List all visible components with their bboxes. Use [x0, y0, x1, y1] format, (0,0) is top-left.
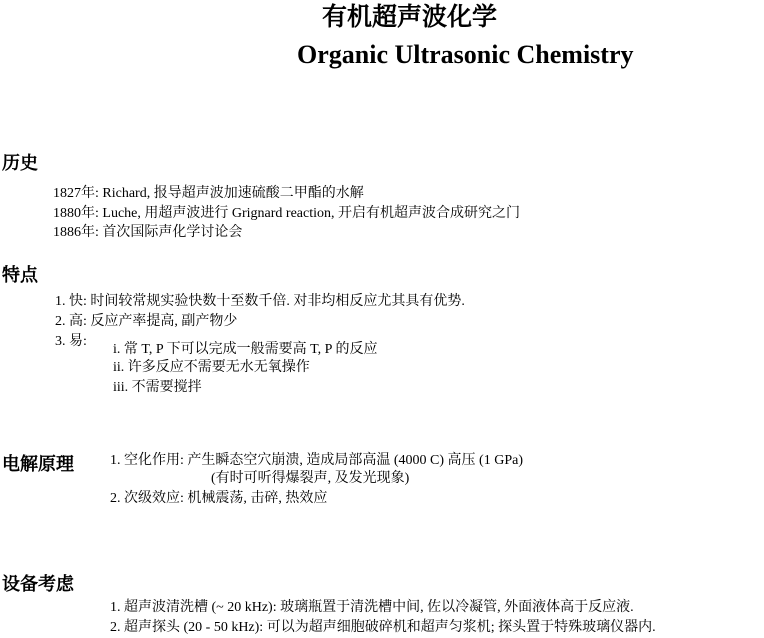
equipment-item-bath: 1. 超声波清洗槽 (~ 20 kHz): 玻璃瓶置于清洗槽中间, 佐以冷凝管, 外面液体高于反应液. — [110, 600, 634, 615]
feature-item-fast: 1. 快: 时间较常规实验快数十至数千倍. 对非均相反应尤其具有优势. — [55, 294, 465, 309]
features-heading: 特点 — [2, 265, 38, 286]
principle-item-cavitation: 1. 空化作用: 产生瞬态空穴崩溃, 造成局部高温 (4000 C) 高压 (1 GPa) — [110, 453, 523, 468]
equipment-item-probe: 2. 超声探头 (20 - 50 kHz): 可以为超声细胞破碎机和超声匀浆机; 探头置于特殊玻璃仪器内. — [110, 620, 656, 635]
history-item-1827: 1827年: Richard, 报导超声波加速硫酸二甲酯的水解 — [53, 186, 364, 201]
equipment-heading: 设备考虑 — [2, 574, 74, 595]
feature-subitem-no-stirring: iii. 不需要搅拌 — [113, 380, 202, 395]
history-item-1886: 1886年: 首次国际声化学讨论会 — [53, 225, 243, 240]
feature-item-high-yield: 2. 高: 反应产率提高, 副产物少 — [55, 314, 238, 329]
history-item-1880: 1880年: Luche, 用超声波进行 Grignard reaction, 开启有机超声波合成研究之门 — [53, 206, 520, 221]
principle-item-cavitation-note: (有时可听得爆裂声, 及发光现象) — [211, 471, 410, 486]
history-heading: 历史 — [2, 153, 38, 174]
document-title-chinese: 有机超声波化学 — [322, 2, 498, 31]
feature-item-easy: 3. 易: — [55, 334, 87, 349]
feature-subitem-no-inert: ii. 许多反应不需要无水无氧操作 — [113, 360, 310, 375]
principle-item-secondary: 2. 次级效应: 机械震荡, 击碎, 热效应 — [110, 491, 328, 506]
feature-subitem-normal-conditions: i. 常 T, P 下可以完成一般需要高 T, P 的反应 — [113, 342, 378, 357]
principle-heading: 电解原理 — [2, 454, 74, 475]
document-title-english: Organic Ultrasonic Chemistry — [297, 40, 634, 69]
